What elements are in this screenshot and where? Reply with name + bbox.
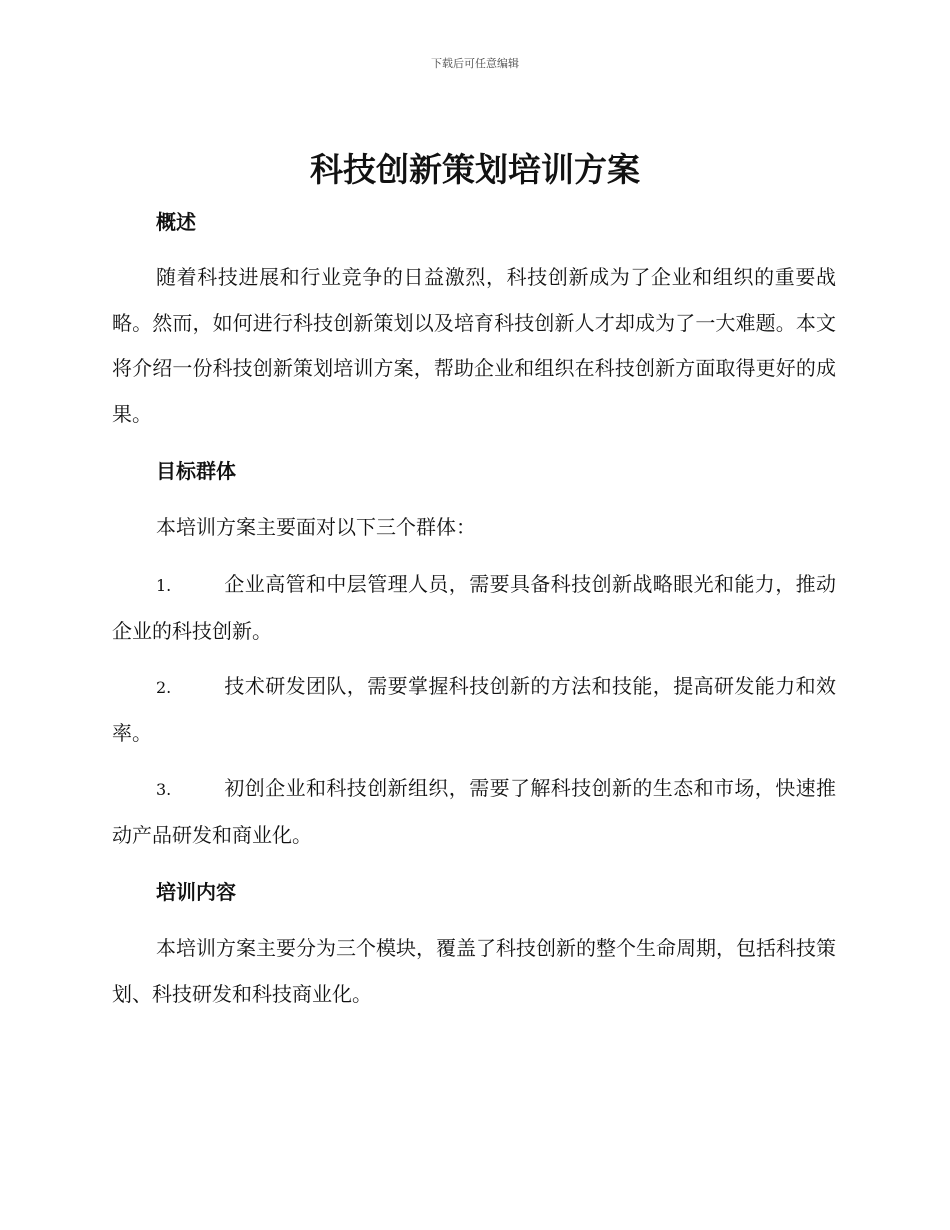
list-item-text: 初创企业和科技创新组织，需要了解科技创新的生态和市场，快速推动产品研发和商业化。 (112, 776, 836, 847)
list-item-number: 2. (156, 678, 172, 697)
list-item (112, 766, 836, 858)
header-note: 下载后可任意编辑 (431, 57, 519, 70)
section-heading-training-content: 培训内容 (156, 880, 236, 904)
list-item-number: 3. (156, 780, 172, 799)
training-content-paragraph: 本培训方案主要分为三个模块，覆盖了科技创新的整个生命周期，包括科技策划、科技研发和科技商业化。 (112, 936, 836, 1006)
document-title: 科技创新策划培训方案 (310, 150, 640, 189)
target-groups-intro: 本培训方案主要面对以下三个群体： (156, 515, 476, 539)
section-heading-target-groups: 目标群体 (156, 459, 236, 483)
list-item-text: 企业高管和中层管理人员，需要具备科技创新战略眼光和能力，推动企业的科技创新。 (112, 572, 836, 643)
list-item (112, 562, 836, 654)
list-item (112, 664, 836, 756)
list-item-text: 技术研发团队，需要掌握科技创新的方法和技能，提高研发能力和效率。 (112, 674, 836, 745)
list-item-number: 1. (156, 576, 172, 595)
overview-paragraph: 随着科技进展和行业竞争的日益激烈，科技创新成为了企业和组织的重要战略。然而，如何进行科技创新策划以及培育科技创新人才却成为了一大难题。本文将介绍一份科技创新策划培训方案，帮助企业和组织在科技创新方面取得更好的成果。 (112, 265, 836, 426)
section-heading-overview: 概述 (156, 210, 196, 234)
